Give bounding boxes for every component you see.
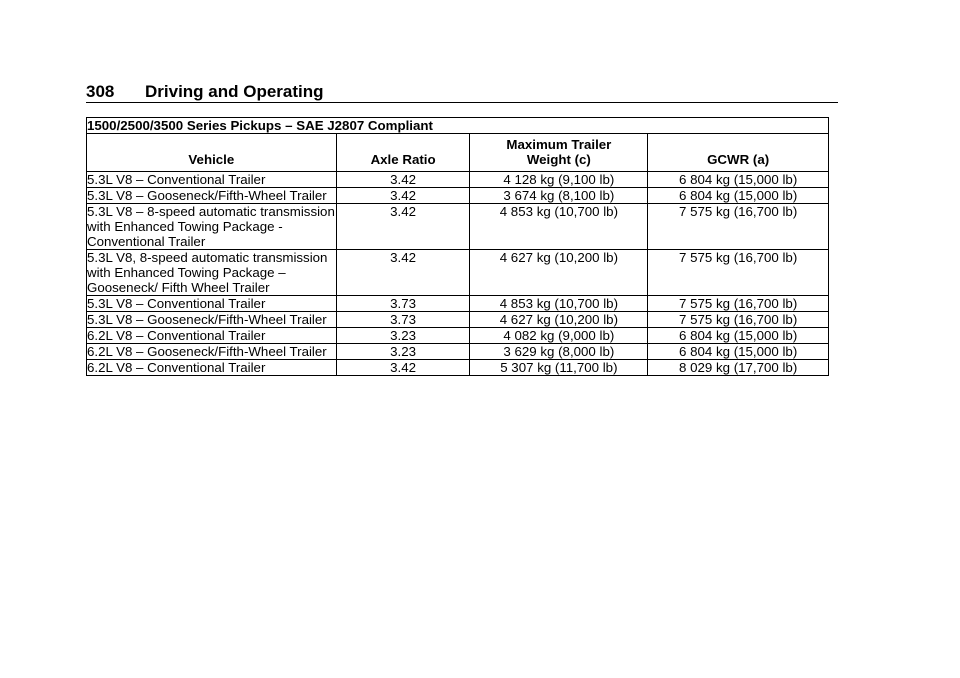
header-gcwr: GCWR (a) (648, 134, 829, 172)
cell-axle-ratio: 3.23 (336, 344, 470, 360)
cell-axle-ratio: 3.42 (336, 172, 470, 188)
cell-max-trailer-weight: 4 853 kg (10,700 lb) (470, 204, 648, 250)
cell-max-trailer-weight: 4 082 kg (9,000 lb) (470, 328, 648, 344)
table-row (87, 204, 829, 250)
table-row (87, 172, 829, 188)
table-row (87, 312, 829, 328)
cell-max-trailer-weight: 4 627 kg (10,200 lb) (470, 312, 648, 328)
cell-vehicle: 5.3L V8, 8-speed automatic transmission with Enhanced Towing Package – Gooseneck/ Fifth Wheel Trailer (87, 250, 337, 296)
cell-gcwr: 6 804 kg (15,000 lb) (648, 344, 829, 360)
section-title: Driving and Operating (145, 82, 324, 101)
table-row (87, 328, 829, 344)
cell-vehicle: 5.3L V8 – Gooseneck/Fifth-Wheel Trailer (87, 312, 337, 328)
cell-axle-ratio: 3.73 (336, 312, 470, 328)
page-header (86, 82, 838, 103)
cell-axle-ratio: 3.23 (336, 328, 470, 344)
table-caption: 1500/2500/3500 Series Pickups – SAE J2807 Compliant (87, 118, 829, 134)
cell-max-trailer-weight: 4 853 kg (10,700 lb) (470, 296, 648, 312)
table-row (87, 188, 829, 204)
cell-max-trailer-weight: 4 627 kg (10,200 lb) (470, 250, 648, 296)
table-row (87, 250, 829, 296)
cell-vehicle: 6.2L V8 – Conventional Trailer (87, 328, 337, 344)
table-row (87, 296, 829, 312)
trailer-spec-table (86, 117, 829, 376)
cell-gcwr: 7 575 kg (16,700 lb) (648, 312, 829, 328)
header-axle-ratio: Axle Ratio (336, 134, 470, 172)
cell-axle-ratio: 3.42 (336, 360, 470, 376)
cell-axle-ratio: 3.42 (336, 188, 470, 204)
cell-gcwr: 6 804 kg (15,000 lb) (648, 188, 829, 204)
cell-gcwr: 7 575 kg (16,700 lb) (648, 250, 829, 296)
cell-gcwr: 7 575 kg (16,700 lb) (648, 204, 829, 250)
cell-max-trailer-weight: 5 307 kg (11,700 lb) (470, 360, 648, 376)
cell-axle-ratio: 3.73 (336, 296, 470, 312)
cell-max-trailer-weight: 3 674 kg (8,100 lb) (470, 188, 648, 204)
cell-vehicle: 5.3L V8 – Gooseneck/Fifth-Wheel Trailer (87, 188, 337, 204)
cell-gcwr: 6 804 kg (15,000 lb) (648, 172, 829, 188)
cell-max-trailer-weight: 4 128 kg (9,100 lb) (470, 172, 648, 188)
page-number: 308 (86, 82, 115, 101)
cell-gcwr: 6 804 kg (15,000 lb) (648, 328, 829, 344)
cell-vehicle: 5.3L V8 – Conventional Trailer (87, 296, 337, 312)
cell-vehicle: 5.3L V8 – 8-speed automatic transmission with Enhanced Towing Package - Conventional Trailer (87, 204, 335, 249)
header-max-trailer-weight (470, 134, 648, 172)
header-max-trailer-weight-line1: Maximum Trailer (506, 137, 612, 152)
table-row (87, 344, 829, 360)
header-vehicle: Vehicle (87, 134, 337, 172)
cell-vehicle: 6.2L V8 – Gooseneck/Fifth-Wheel Trailer (87, 344, 337, 360)
cell-gcwr: 8 029 kg (17,700 lb) (648, 360, 829, 376)
cell-max-trailer-weight: 3 629 kg (8,000 lb) (470, 344, 648, 360)
cell-vehicle: 6.2L V8 – Conventional Trailer (87, 360, 337, 376)
cell-gcwr: 7 575 kg (16,700 lb) (648, 296, 829, 312)
header-max-trailer-weight-line2: Weight (c) (526, 152, 591, 167)
cell-vehicle: 5.3L V8 – Conventional Trailer (87, 172, 337, 188)
table-header-row (87, 134, 829, 172)
table-body (87, 172, 829, 376)
cell-axle-ratio: 3.42 (336, 204, 470, 250)
cell-axle-ratio: 3.42 (336, 250, 470, 296)
table-row (87, 360, 829, 376)
